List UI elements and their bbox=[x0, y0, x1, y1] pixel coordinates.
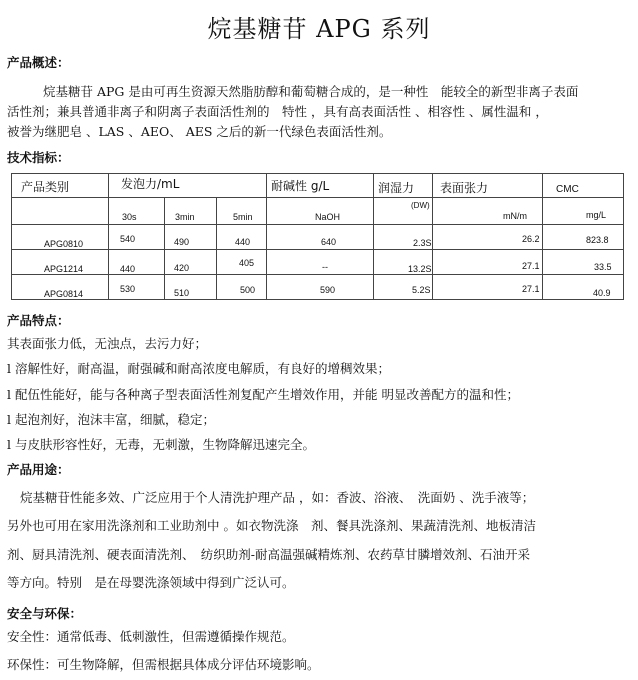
row-f5: 405 bbox=[239, 258, 255, 268]
hdr-foam: 发泡力/mL bbox=[121, 177, 180, 191]
row-name: APG1214 bbox=[44, 264, 84, 274]
row-tension: 26.2 bbox=[522, 234, 540, 244]
usage-line-4: 等方向。特别 是在母婴洗涤领域中得到广泛认可。 bbox=[7, 575, 295, 590]
row-cmc: 40.9 bbox=[593, 288, 611, 298]
row-wetting: 2.3S bbox=[413, 238, 432, 248]
hdr-wetting: 润湿力 bbox=[378, 181, 415, 195]
hdr-cmc: CMC bbox=[556, 184, 579, 195]
sub-5min: 5min bbox=[233, 212, 253, 222]
row-tension: 27.1 bbox=[522, 261, 540, 271]
sub-5min-cell bbox=[217, 198, 267, 225]
features-heading: 产品特点： bbox=[7, 313, 70, 328]
row-cmc: 33.5 bbox=[594, 262, 612, 272]
row-f3: 420 bbox=[174, 263, 190, 273]
row-f5: 440 bbox=[235, 237, 251, 247]
row-f30: 530 bbox=[120, 284, 136, 294]
sub-cmc-cell bbox=[543, 198, 624, 225]
hdr-tension-cell bbox=[433, 174, 543, 198]
sub-30s: 30s bbox=[122, 212, 137, 222]
hdr-category: 产品类别 bbox=[21, 180, 70, 194]
row-f3: 510 bbox=[174, 288, 190, 298]
hdr-category-cell bbox=[12, 174, 109, 198]
feature-item: 其表面张力低，无浊点，去污力好； bbox=[7, 336, 208, 351]
safety-line-1: 安全性：通常低毒、低刺激性，但需遵循操作规范。 bbox=[7, 629, 295, 644]
overview-line-2: 活性剂；兼具普通非离子和阴离子表面活性剂的 特性 ，具有高表面活性 、相容性 、属性温和 ， bbox=[7, 104, 548, 119]
feature-item: l 配伍性能好，能与各种离子型表面活性剂复配产生增效作用，并能 明显改善配方的温和性； bbox=[7, 387, 519, 402]
hdr-alkali-cell bbox=[267, 174, 374, 198]
hdr-tension: 表面张力 bbox=[440, 181, 489, 195]
sub-alkali-unit: NaOH bbox=[315, 212, 341, 222]
row-f5: 500 bbox=[240, 285, 256, 295]
usage-heading: 产品用途： bbox=[7, 462, 70, 477]
hdr-wetting-cell bbox=[374, 174, 433, 198]
feature-item: l 与皮肤形容性好，无毒，无刺激，生物降解迅速完全。 bbox=[7, 437, 315, 452]
overview-heading: 产品概述： bbox=[7, 55, 70, 70]
row-name: APG0814 bbox=[44, 289, 84, 299]
sub-3min: 3min bbox=[175, 212, 195, 222]
sub-tension-cell bbox=[433, 198, 543, 225]
row-alkali: -- bbox=[322, 262, 329, 272]
hdr-cmc-cell bbox=[543, 174, 624, 198]
safety-heading: 安全与环保： bbox=[7, 606, 83, 621]
row-name: APG0810 bbox=[44, 239, 84, 249]
sub-tension-unit: mN/m bbox=[503, 211, 528, 221]
safety-line-2: 环保性：可生物降解，但需根据具体成分评估环境影响。 bbox=[7, 657, 320, 672]
spec-table bbox=[11, 173, 624, 300]
specs-heading: 技术指标： bbox=[7, 150, 70, 165]
page-title: 烷基糖苷 APG 系列 bbox=[207, 15, 431, 43]
hdr-alkali: 耐碱性 g/L bbox=[271, 179, 330, 193]
overview-line-1: 烷基糖苷 APG 是由可再生资源天然脂肪醇和葡萄糖合成的，是一种性 能较全的新型非离子表面 bbox=[43, 84, 579, 99]
sub-alkali-cell bbox=[267, 198, 374, 225]
row-f3: 490 bbox=[174, 237, 190, 247]
row-cmc: 823.8 bbox=[586, 235, 609, 245]
sub-3min-cell bbox=[165, 198, 217, 225]
sub-wetting-cell bbox=[374, 198, 433, 225]
sub-30s-cell bbox=[109, 198, 165, 225]
usage-line-3: 剂、厨具清洗剂、硬表面清洗剂、 纺织助剂-耐高温强碱精炼剂、农药草甘膦增效剂、石油开采 bbox=[7, 547, 530, 562]
usage-line-2: 另外也可用在家用洗涤剂和工业助剂中 。如衣物洗涤 剂、餐具洗涤剂、果蔬清洗剂、地板清洁 bbox=[7, 518, 536, 533]
usage-line-1: 烷基糖苷性能多效、广泛应用于个人清洗护理产品 ，如：香波、浴液、 洗面奶 、洗手液等； bbox=[20, 490, 535, 505]
row-f30: 440 bbox=[120, 264, 136, 274]
row-alkali: 640 bbox=[321, 237, 337, 247]
row-f30: 540 bbox=[120, 234, 136, 244]
feature-item: l 起泡剂好，泡沫丰富，细腻，稳定； bbox=[7, 412, 215, 427]
row-tension: 27.1 bbox=[522, 284, 540, 294]
table-row bbox=[12, 250, 624, 275]
overview-line-3: 被誉为继肥皂 、LAS 、AEO、 AES 之后的新一代绿色表面活性剂。 bbox=[7, 124, 392, 139]
feature-item: l 溶解性好，耐高温，耐强碱和耐高浓度电解质，有良好的增稠效果； bbox=[7, 361, 390, 376]
sub-wetting-unit: (DW) bbox=[411, 201, 430, 210]
sub-category-cell bbox=[12, 198, 109, 225]
table-row bbox=[12, 275, 624, 300]
table-row bbox=[12, 225, 624, 250]
sub-cmc-unit: mg/L bbox=[586, 210, 607, 220]
row-wetting: 5.2S bbox=[412, 285, 431, 295]
row-wetting: 13.2S bbox=[408, 264, 432, 274]
row-alkali: 590 bbox=[320, 285, 336, 295]
hdr-foam-cell bbox=[109, 174, 267, 198]
